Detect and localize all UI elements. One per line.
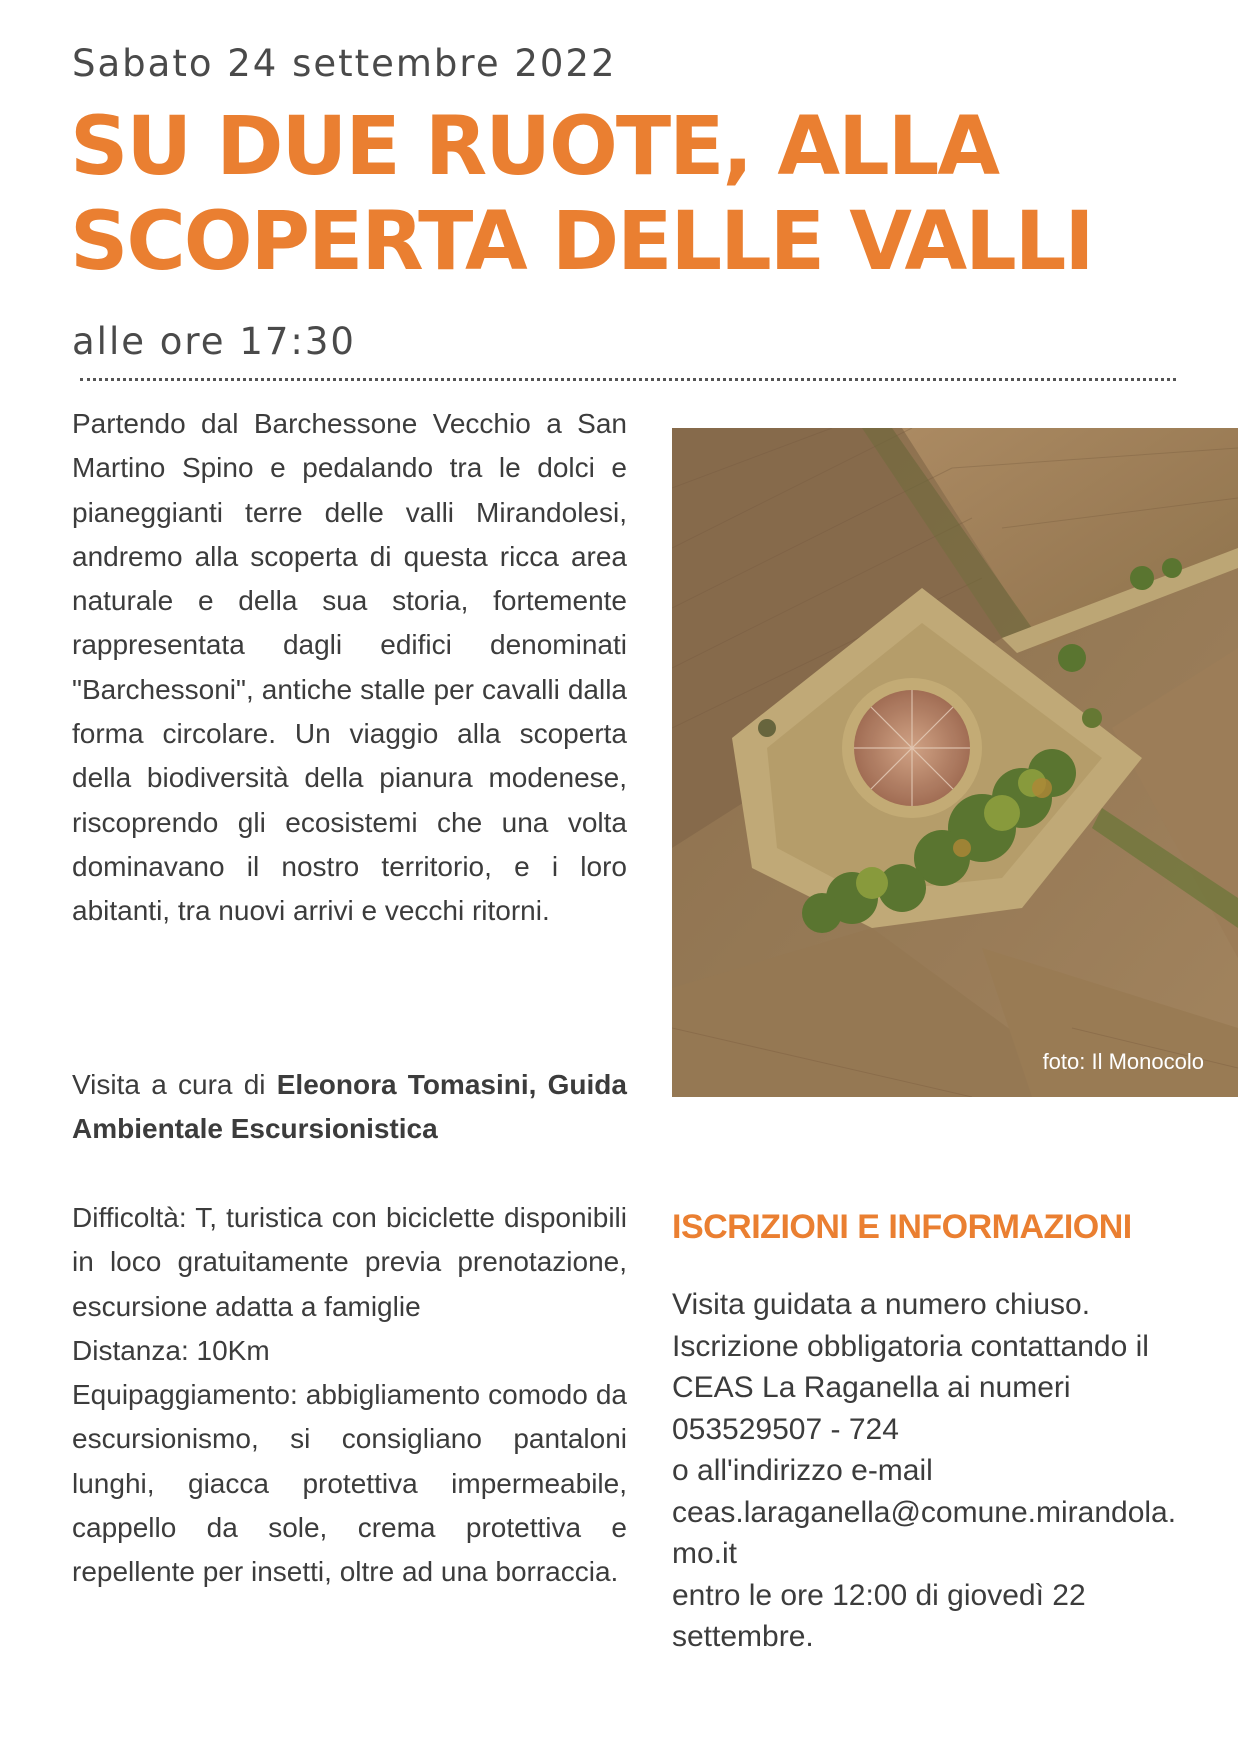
- deadline-line: entro le ore 12:00 di giovedì 22: [672, 1578, 1086, 1612]
- equipment-text: Equipaggiamento: abbigliamento comodo da escursionismo, si consigliano pantaloni lunghi, giacca protettiva impermeabile, cappello da sole, crema protettiva e repellente per insetti, oltre ad una borraccia.: [72, 1379, 627, 1588]
- event-title: [70, 100, 1230, 290]
- description-paragraph: [72, 402, 627, 934]
- info-body: [672, 1284, 1232, 1658]
- difficulty-text: Difficoltà: T, turistica con biciclette disponibili in loco gratuitamente previa prenotazione, escursione adatta a famiglie: [72, 1202, 627, 1322]
- event-date: Sabato 24 settembre 2022: [72, 42, 617, 85]
- title-line-2: SCOPERTA DELLE VALLI: [70, 195, 1093, 289]
- info-heading: ISCRIZIONI E INFORMAZIONI: [672, 1208, 1132, 1246]
- guide-name: Eleonora Tomasini, Guida Ambientale Escursionistica: [72, 1069, 627, 1145]
- details-section: [72, 1196, 627, 1595]
- dotted-divider: [80, 378, 1176, 381]
- info-line: CEAS La Raganella ai numeri: [672, 1371, 1071, 1404]
- description-text: Partendo dal Barchessone Vecchio a San Martino Spino e pedalando tra le dolci e pianeggianti terre delle valli Mirandolesi, andremo alla scoperta di questa ricca area naturale e della sua storia, fortemente rappresentata dagli edifici denominati "Barchessoni", antiche stalle per cavalli dalla forma circolare. Un viaggio alla scoperta della biodiversità della pianura modenese, riscoprendo gli ecosistemi che una volta dominavano il nostro territorio, e i loro abitanti, tra nuovi arrivi e vecchi ritorni.: [72, 408, 627, 927]
- guide-prefix: Visita a cura di: [72, 1069, 277, 1100]
- email-address: ceas.laraganella@comune.mirandola.: [672, 1495, 1177, 1529]
- phone-numbers: 053529507 - 724: [672, 1412, 899, 1446]
- info-line: Visita guidata a numero chiuso.: [672, 1288, 1091, 1321]
- deadline-line-end: settembre.: [672, 1620, 814, 1653]
- email-address-end: mo.it: [672, 1537, 738, 1570]
- guide-paragraph: [72, 1063, 627, 1152]
- title-line-1: SU DUE RUOTE, ALLA: [70, 100, 999, 194]
- photo-credit: foto: Il Monocolo: [1042, 1049, 1204, 1074]
- info-line: o all'indirizzo e-mail: [672, 1454, 933, 1487]
- info-line: Iscrizione obbligatoria contattando il: [672, 1329, 1149, 1363]
- event-time: alle ore 17:30: [72, 320, 356, 363]
- distance-text: Distanza: 10Km: [72, 1334, 270, 1366]
- aerial-photo-image: [672, 428, 1238, 1097]
- aerial-photo: [672, 428, 1238, 1097]
